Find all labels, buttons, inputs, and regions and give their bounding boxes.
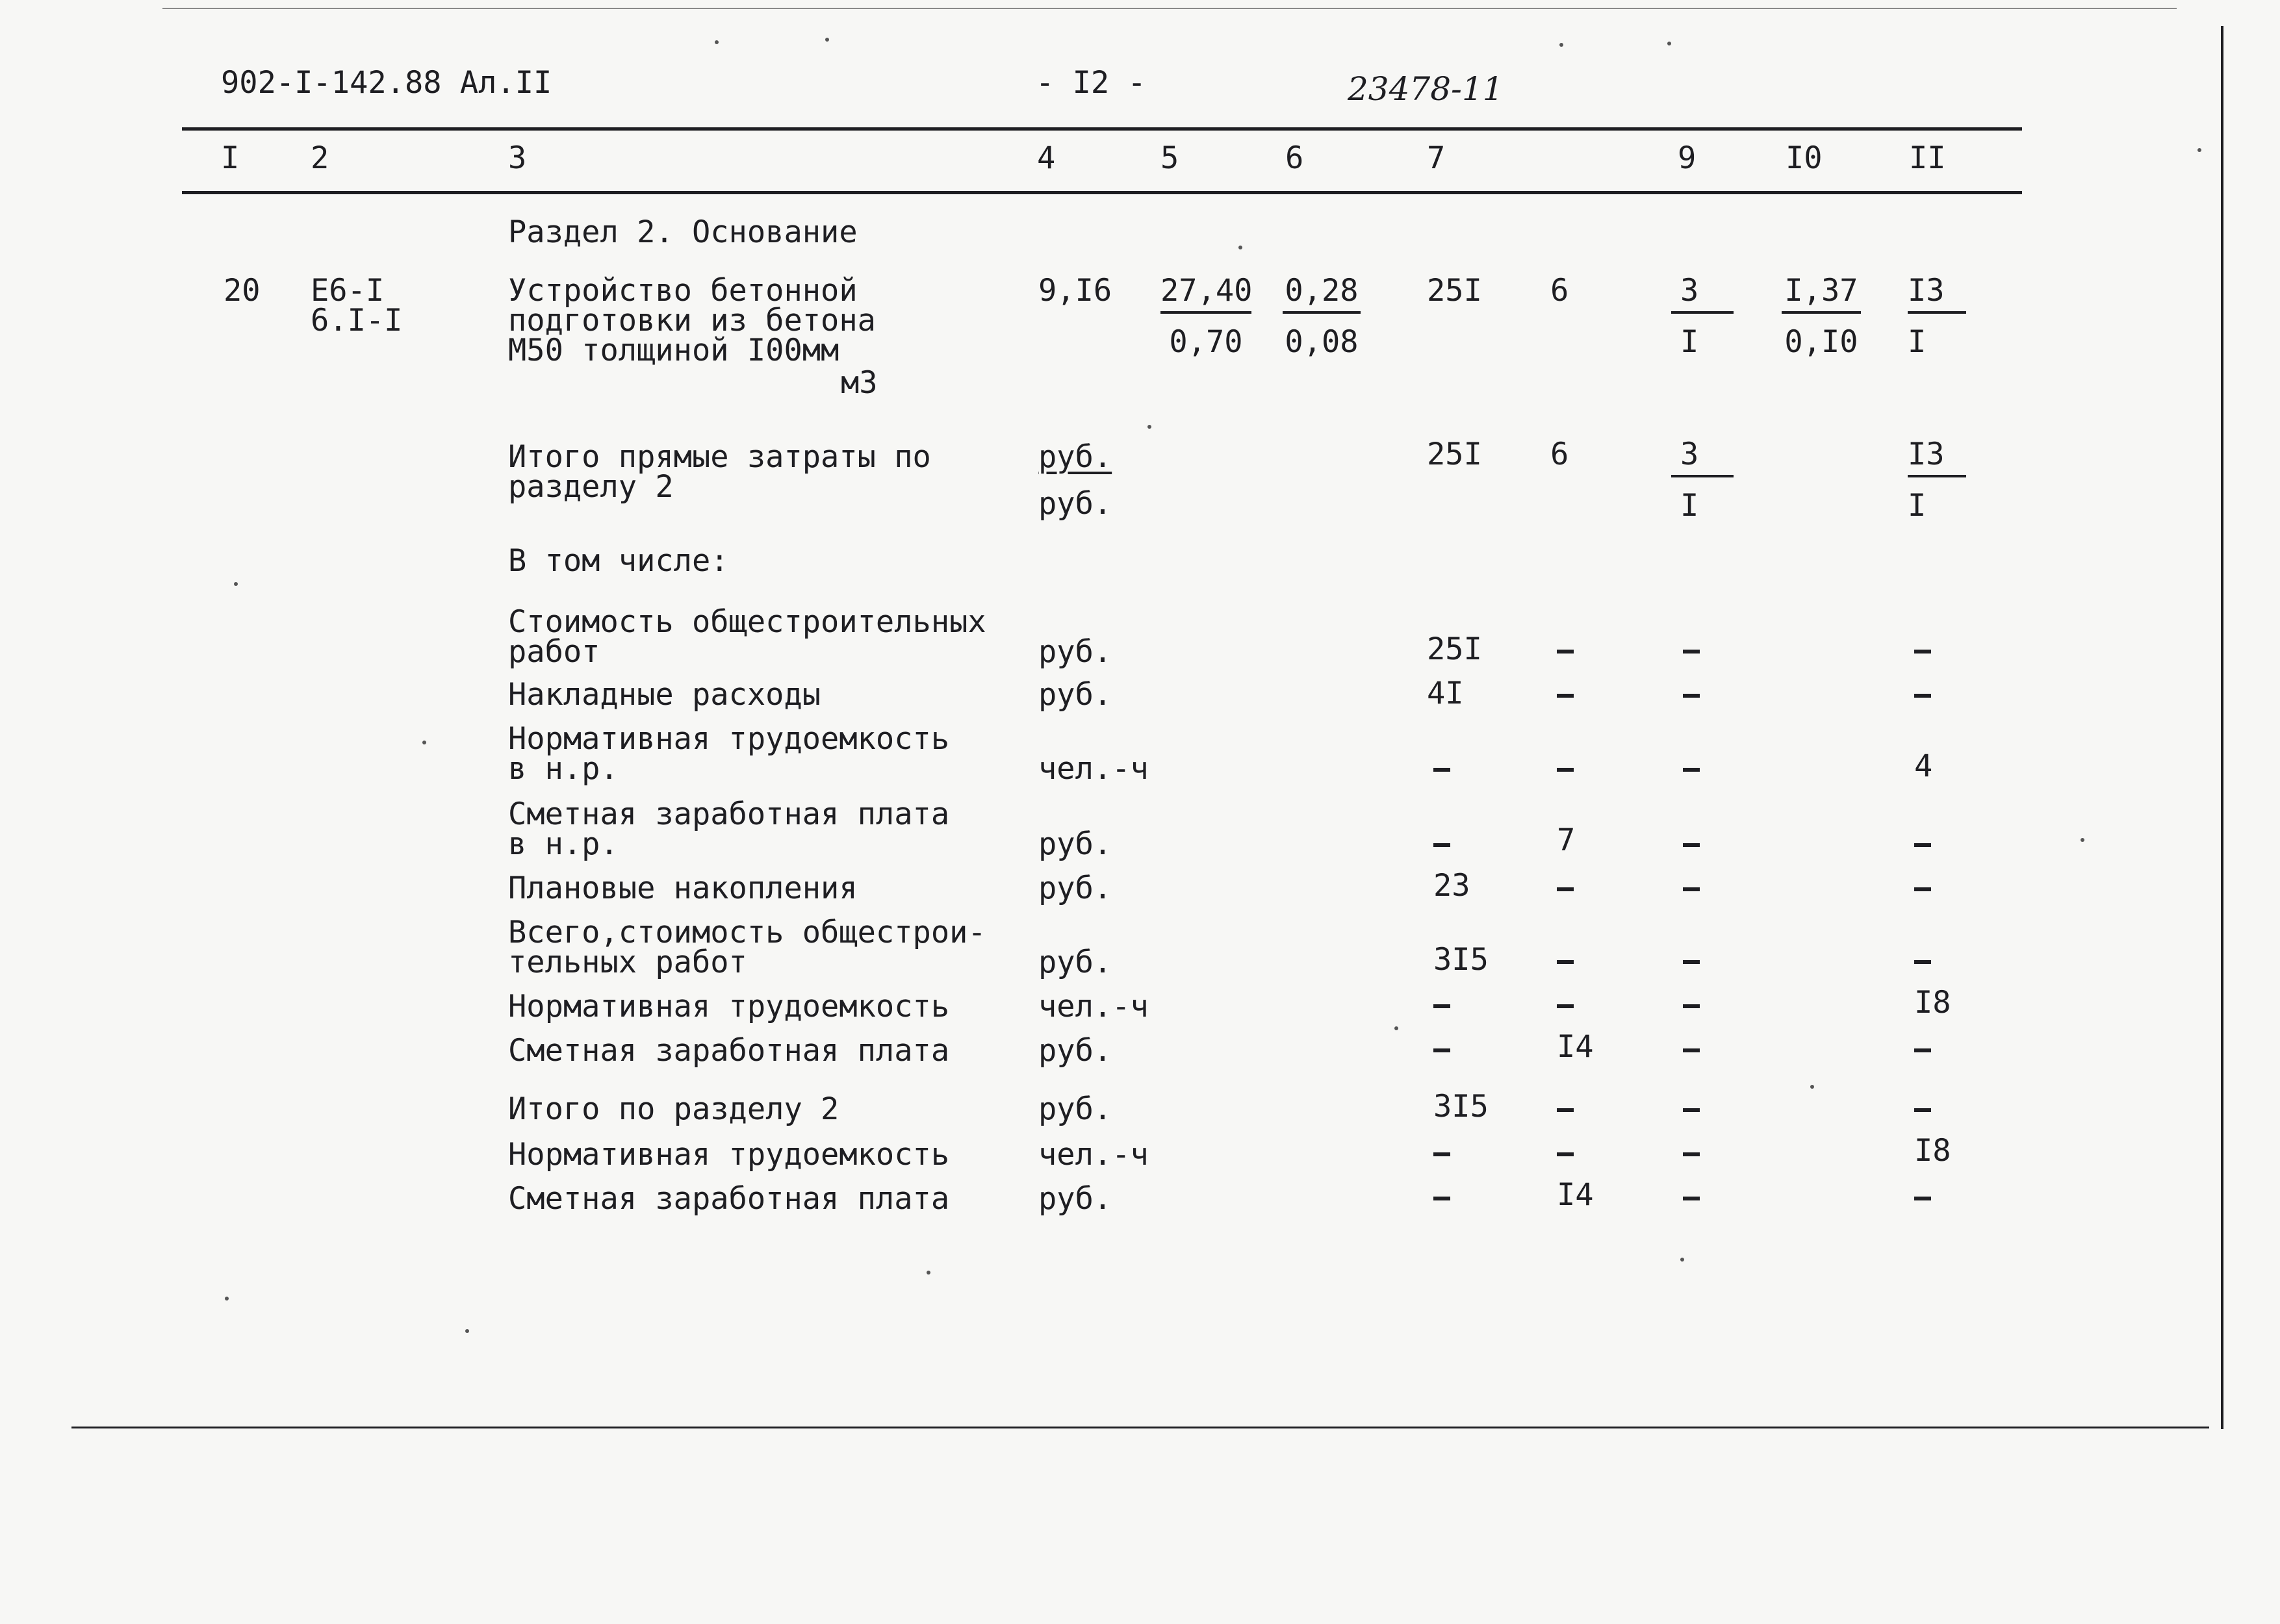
item-col9 (1671, 273, 1734, 360)
row-col11: I8 (1914, 985, 1951, 1021)
total-label: Сметная заработная плата (508, 1181, 950, 1217)
dash (1683, 1048, 1700, 1052)
dash (1557, 650, 1574, 653)
direct-costs-col9 (1671, 437, 1734, 524)
column-header: I (221, 140, 240, 176)
fraction-top: I3 (1908, 273, 1945, 309)
fraction-top: I,37 (1784, 273, 1858, 309)
row-label: Плановые накопления (508, 870, 858, 906)
total-col8: I4 (1557, 1177, 1594, 1213)
scan-speck (2197, 148, 2201, 152)
dash (1914, 1048, 1931, 1052)
direct-costs-col11 (1908, 437, 1966, 524)
fraction-bottom: I (1908, 488, 1927, 524)
row-label: Нормативная трудоемкость (508, 989, 950, 1024)
item-code: Е6-I (311, 273, 385, 309)
row-label: в н.р. (508, 751, 619, 787)
item-col11 (1908, 273, 1966, 360)
total-label: Нормативная трудоемкость (508, 1137, 950, 1173)
column-header: 3 (508, 140, 527, 176)
dash (1557, 1004, 1574, 1008)
dash (1914, 960, 1931, 964)
fraction-bar (1782, 311, 1861, 314)
archive-number: 23478-11 (1348, 70, 1504, 108)
row-col7: 3I5 (1433, 942, 1489, 978)
scan-speck (1680, 1258, 1684, 1262)
total-unit: чел.-ч (1038, 1137, 1149, 1173)
item-col6 (1283, 273, 1361, 360)
bottom-edge-line (71, 1427, 2209, 1428)
row-unit: руб. (1038, 677, 1112, 713)
dash (1433, 1152, 1450, 1156)
dash (1914, 1197, 1931, 1200)
item-unit: м3 (841, 365, 878, 401)
dash (1683, 960, 1700, 964)
row-label: Сметная заработная плата (508, 796, 950, 832)
scan-speck (1394, 1026, 1398, 1030)
item-number: 20 (224, 273, 261, 309)
column-header: 4 (1037, 140, 1056, 176)
fraction-bar (1671, 475, 1734, 477)
section-title: Раздел 2. Основание (508, 214, 858, 250)
fraction-bottom: 0,70 (1169, 324, 1243, 360)
dash (1557, 768, 1574, 772)
including-label: В том числе: (508, 543, 729, 579)
fraction-bar (1160, 311, 1251, 314)
row-label: работ (508, 634, 600, 670)
document-code: 902-I-142.88 Ал.II (221, 65, 552, 101)
item-col10 (1782, 273, 1861, 360)
total-col11: I8 (1914, 1133, 1951, 1169)
item-col8: 6 (1550, 273, 1569, 309)
column-header: 2 (311, 140, 329, 176)
dash (1683, 768, 1700, 772)
row-label: Всего,стоимость общестрои- (508, 915, 986, 950)
fraction-bottom: 0,08 (1285, 324, 1359, 360)
fraction-bar (1908, 311, 1966, 314)
row-label: Нормативная трудоемкость (508, 721, 950, 757)
column-header: 5 (1160, 140, 1179, 176)
row-col8: I4 (1557, 1029, 1594, 1065)
item-description: подготовки из бетона (508, 303, 876, 338)
total-unit: руб. (1038, 1181, 1112, 1217)
item-col5 (1160, 273, 1253, 360)
dash (1433, 1004, 1450, 1008)
dash (1683, 1108, 1700, 1112)
row-col11: 4 (1914, 748, 1933, 784)
dash (1683, 1152, 1700, 1156)
dash (1683, 1197, 1700, 1200)
item-code: 6.I-I (311, 303, 403, 338)
dash (1683, 650, 1700, 653)
scan-speck (1559, 43, 1563, 47)
row-unit: руб. (1038, 634, 1112, 670)
row-col7: 4I (1427, 676, 1464, 711)
row-label: Сметная заработная плата (508, 1033, 950, 1069)
fraction-top: 3 (1680, 437, 1699, 472)
fraction-bottom: I (1680, 488, 1699, 524)
dash (1914, 843, 1931, 847)
scan-speck (1238, 246, 1242, 249)
right-edge-line (2221, 26, 2223, 1429)
scan-speck (422, 741, 426, 744)
dash (1914, 887, 1931, 891)
scan-speck (2081, 838, 2084, 842)
scan-speck (465, 1329, 469, 1333)
dash (1433, 1197, 1450, 1200)
direct-costs-col7: 25I (1427, 437, 1482, 472)
total-col7: 3I5 (1433, 1089, 1489, 1124)
dash (1557, 887, 1574, 891)
dash (1914, 694, 1931, 698)
column-header: 7 (1427, 140, 1446, 176)
row-col8: 7 (1557, 822, 1576, 858)
header-top-rule (182, 127, 2022, 131)
direct-costs-unit: руб. (1038, 439, 1112, 475)
row-unit: руб. (1038, 826, 1112, 862)
dash (1433, 1048, 1450, 1052)
dash (1683, 887, 1700, 891)
scan-speck (1810, 1085, 1814, 1089)
item-description: Устройство бетонной (508, 273, 858, 309)
column-header: I0 (1786, 140, 1823, 176)
direct-costs-unit: руб. (1038, 486, 1112, 522)
scan-speck (234, 582, 238, 586)
dash (1683, 694, 1700, 698)
row-unit: чел.-ч (1038, 989, 1149, 1024)
header-bottom-rule (182, 191, 2022, 194)
dash (1557, 1152, 1574, 1156)
fraction-bar (1283, 311, 1361, 314)
dash (1914, 650, 1931, 653)
scan-speck (225, 1297, 229, 1300)
scan-speck (1667, 42, 1671, 45)
column-header: II (1909, 140, 1946, 176)
fraction-bottom: I (1680, 324, 1699, 360)
dash (1557, 1108, 1574, 1112)
dash (1683, 843, 1700, 847)
fraction-bar (1671, 311, 1734, 314)
row-unit: чел.-ч (1038, 751, 1149, 787)
fraction-bar (1908, 475, 1966, 477)
row-unit: руб. (1038, 870, 1112, 906)
row-label: Стоимость общестроительных (508, 604, 986, 640)
row-unit: руб. (1038, 945, 1112, 980)
direct-costs-col8: 6 (1550, 437, 1569, 472)
direct-costs-label: Итого прямые затраты по (508, 439, 931, 475)
column-header: 6 (1285, 140, 1304, 176)
scan-speck (715, 40, 719, 44)
fraction-bottom: I (1908, 324, 1927, 360)
item-col7: 25I (1427, 273, 1482, 309)
fraction-top: 27,40 (1160, 273, 1253, 309)
total-label: Итого по разделу 2 (508, 1091, 839, 1127)
total-unit: руб. (1038, 1091, 1112, 1127)
dash (1433, 768, 1450, 772)
scan-speck (825, 38, 829, 42)
fraction-top: 3 (1680, 273, 1699, 309)
item-description: М50 толщиной I00мм (508, 333, 839, 368)
row-label: тельных работ (508, 945, 747, 980)
dash (1683, 1004, 1700, 1008)
item-quantity: 9,I6 (1038, 273, 1112, 309)
scan-speck (1147, 425, 1151, 429)
scan-speck (927, 1271, 930, 1275)
page-number: - I2 - (1036, 65, 1146, 101)
direct-costs-label: разделу 2 (508, 469, 674, 505)
fraction-top: 0,28 (1285, 273, 1359, 309)
row-col7: 25I (1427, 631, 1482, 667)
dash (1433, 843, 1450, 847)
dash (1557, 960, 1574, 964)
dash (1557, 694, 1574, 698)
top-edge-line (162, 8, 2177, 9)
fraction-top: I3 (1908, 437, 1945, 472)
row-label: Накладные расходы (508, 677, 821, 713)
row-col7: 23 (1433, 868, 1470, 904)
dash (1914, 1108, 1931, 1112)
fraction-bottom: 0,I0 (1784, 324, 1858, 360)
column-header: 9 (1678, 140, 1697, 176)
row-unit: руб. (1038, 1033, 1112, 1069)
row-label: в н.р. (508, 826, 619, 862)
